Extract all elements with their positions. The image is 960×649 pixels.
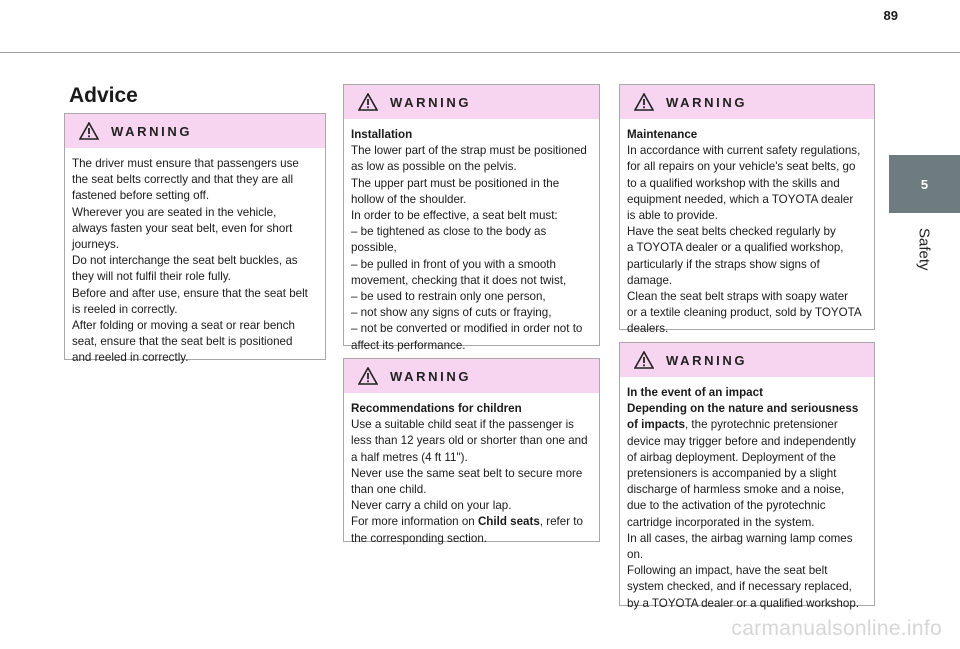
warning-title: WARNING bbox=[666, 352, 748, 368]
text-line: by a TOYOTA dealer or a qualified workshop. bbox=[627, 596, 859, 610]
text-line: affect its performance. bbox=[351, 338, 466, 352]
text-line: Following an impact, have the seat belt bbox=[627, 564, 828, 578]
text-line: movement, checking that it does not twist, bbox=[351, 273, 567, 287]
text-line: Never use the same seat belt to secure more bbox=[351, 466, 583, 480]
text-line: – be tightened as close to the body as bbox=[351, 225, 547, 239]
text-line: dealers. bbox=[627, 322, 669, 336]
text-line: cartridge incorporated in the system. bbox=[627, 515, 815, 529]
warning-title: WARNING bbox=[390, 368, 472, 384]
text-line: – be pulled in front of you with a smooth bbox=[351, 257, 556, 271]
warning-box-general bbox=[64, 113, 326, 365]
text-line: to a qualified workshop with the skills and bbox=[627, 176, 840, 190]
chapter-title: Safety bbox=[915, 228, 933, 271]
section-title: Advice bbox=[69, 84, 138, 107]
text-line: In accordance with current safety regulations, bbox=[627, 144, 861, 158]
warning-header bbox=[344, 359, 599, 393]
header-divider bbox=[0, 52, 960, 53]
warning-title: WARNING bbox=[111, 123, 193, 139]
text-line: they will not fulfil their role fully. bbox=[72, 270, 231, 284]
watermark: carmanualsonline.info bbox=[731, 617, 942, 640]
warning-body bbox=[344, 393, 599, 555]
warning-subtitle: Recommendations for children bbox=[351, 402, 522, 415]
text-line: – not show any signs of cuts or fraying, bbox=[351, 306, 552, 320]
warning-body bbox=[620, 377, 874, 620]
text-line: on. bbox=[627, 548, 644, 562]
text-line: a half metres (4 ft 11"). bbox=[351, 450, 468, 464]
text-line: damage. bbox=[627, 273, 673, 287]
warning-body bbox=[344, 119, 599, 362]
text-line: fastened before setting off. bbox=[72, 189, 210, 203]
text-line: a TOYOTA dealer or a qualified workshop, bbox=[627, 241, 844, 255]
text-fragment: , refer to bbox=[539, 515, 583, 529]
warning-box-maintenance bbox=[619, 84, 875, 336]
text-line: Clean the seat belt straps with soapy water bbox=[627, 290, 849, 304]
text-line: is reeled in correctly. bbox=[72, 302, 178, 316]
warning-subtitle: Installation bbox=[351, 128, 413, 141]
text-fragment: For more information on bbox=[351, 515, 478, 529]
text-line: After folding or moving a seat or rear bench bbox=[72, 319, 295, 333]
warning-header bbox=[65, 114, 325, 148]
warning-triangle-icon bbox=[358, 93, 378, 111]
text-line: In order to be effective, a seat belt must: bbox=[351, 209, 558, 223]
text-line: Wherever you are seated in the vehicle, bbox=[72, 205, 277, 219]
text-line: seat, ensure that the seat belt is positioned bbox=[72, 335, 293, 349]
warning-box-installation bbox=[343, 84, 600, 352]
text-line: equipment needed, which a TOYOTA dealer bbox=[627, 192, 854, 206]
text-line: less than 12 years old or shorter than one and bbox=[351, 434, 588, 448]
text-line: Have the seat belts checked regularly by bbox=[627, 225, 836, 239]
warning-body bbox=[620, 119, 874, 346]
warning-subtitle: In the event of an impact bbox=[627, 386, 763, 399]
text-line: as low as possible on the pelvis. bbox=[351, 160, 517, 174]
text-line-bold: Depending on the nature and seriousness bbox=[627, 402, 859, 416]
text-line: than one child. bbox=[351, 483, 427, 497]
chapter-number: 5 bbox=[920, 176, 929, 192]
warning-header bbox=[620, 85, 874, 119]
text-line-mixed bbox=[627, 417, 866, 433]
text-line: particularly if the straps show signs of bbox=[627, 257, 820, 271]
text-line: The lower part of the strap must be positioned bbox=[351, 144, 587, 158]
text-fragment-bold: of impacts bbox=[627, 418, 685, 432]
child-seats-link[interactable]: Child seats bbox=[477, 515, 540, 529]
text-line: discharge of harmless smoke and a noise, bbox=[627, 483, 845, 497]
warning-box-impact bbox=[619, 342, 875, 610]
text-line: pretensioners is accompanied by a slight bbox=[627, 467, 837, 481]
text-line: and reeled in correctly. bbox=[72, 351, 189, 365]
warning-triangle-icon bbox=[634, 93, 654, 111]
text-line-reference bbox=[351, 514, 591, 530]
text-line: of airbag deployment. Deployment of the bbox=[627, 450, 836, 464]
text-line: hollow of the shoulder. bbox=[351, 192, 467, 206]
warning-subtitle: Maintenance bbox=[627, 128, 698, 141]
text-line: – not be converted or modified in order not to bbox=[351, 322, 583, 336]
warning-header bbox=[620, 343, 874, 377]
warning-triangle-icon bbox=[79, 122, 99, 140]
text-line: the corresponding section. bbox=[351, 531, 487, 545]
text-line: due to the activation of the pyrotechnic bbox=[627, 499, 826, 513]
warning-triangle-icon bbox=[634, 351, 654, 369]
warning-box-children bbox=[343, 358, 600, 545]
text-line: device may trigger before and independently bbox=[627, 434, 856, 448]
text-line: the seat belts correctly and that they are all bbox=[72, 173, 294, 187]
warning-triangle-icon bbox=[358, 367, 378, 385]
warning-body bbox=[65, 148, 325, 375]
text-line: In all cases, the airbag warning lamp comes bbox=[627, 531, 853, 545]
text-line: Never carry a child on your lap. bbox=[351, 499, 512, 513]
text-line: The upper part must be positioned in the bbox=[351, 176, 560, 190]
text-line: always fasten your seat belt, even for short bbox=[72, 221, 293, 235]
text-line: – be used to restrain only one person, bbox=[351, 290, 546, 304]
text-line: for all repairs on your vehicle's seat belts, go bbox=[627, 160, 856, 174]
text-line: The driver must ensure that passengers use bbox=[72, 157, 299, 170]
warning-title: WARNING bbox=[390, 94, 472, 110]
page-number: 89 bbox=[883, 8, 898, 23]
text-line: Do not interchange the seat belt buckles, as bbox=[72, 254, 298, 268]
text-line: is able to provide. bbox=[627, 209, 718, 223]
text-line: system checked, and if necessary replaced, bbox=[627, 580, 852, 594]
chapter-tab[interactable] bbox=[889, 155, 960, 213]
warning-header bbox=[344, 85, 599, 119]
text-line: journeys. bbox=[72, 238, 120, 252]
text-fragment: , the pyrotechnic pretensioner bbox=[684, 418, 838, 432]
text-line: or a textile cleaning product, sold by TOYOTA bbox=[627, 306, 862, 320]
warning-title: WARNING bbox=[666, 94, 748, 110]
text-line: possible, bbox=[351, 241, 397, 255]
text-line: Use a suitable child seat if the passenger is bbox=[351, 418, 574, 432]
text-line: Before and after use, ensure that the seat belt bbox=[72, 286, 308, 300]
